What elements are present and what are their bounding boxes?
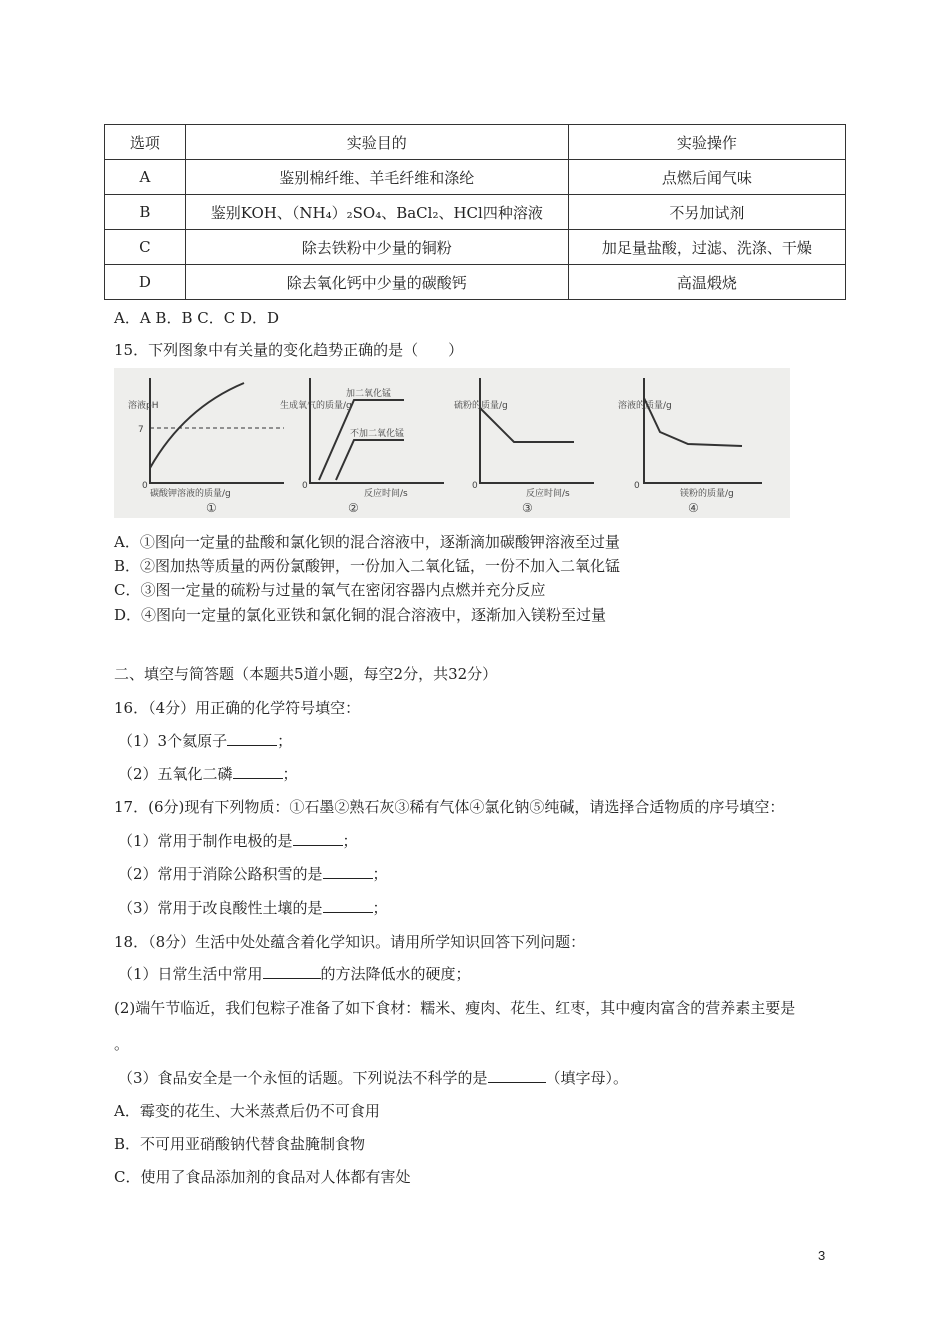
graph3-origin: 0: [472, 481, 478, 491]
graph4-origin: 0: [634, 481, 640, 491]
table-cell: 除去氧化钙中少量的碳酸钙: [185, 265, 568, 300]
graph2-label-mno2: 加二氧化锰: [346, 389, 392, 399]
q17-stem: 17．(6分)现有下列物质：①石墨②熟石灰③稀有气体④氯化钠⑤纯碱，请选择合适物质的序号填空：: [114, 798, 785, 816]
table-cell: 鉴别棉纤维、羊毛纤维和涤纶: [185, 160, 568, 195]
q18-option-c: C．使用了食品添加剂的食品对人体都有害处: [114, 1168, 411, 1186]
table-cell: A: [105, 160, 186, 195]
answer-blank[interactable]: [263, 978, 321, 979]
table-cell: C: [105, 230, 186, 265]
q15-option-d: D．④图向一定量的氯化亚铁和氯化铜的混合溶液中，逐渐加入镁粉至过量: [114, 606, 607, 624]
q18-item-1: （1）日常生活中常用 的方法降低水的硬度；: [118, 965, 471, 983]
q18-item-2-end: 。: [114, 1035, 130, 1053]
q17-item-1: （1）常用于制作电极的是 ；: [118, 832, 358, 850]
graph2-origin: 0: [302, 481, 308, 491]
graph3-ylabel: 硫粉的质量/g: [454, 401, 508, 411]
answer-blank[interactable]: [233, 778, 283, 779]
q18-item-2: (2)端午节临近，我们包粽子准备了如下食材：糯米、瘦肉、花生、红枣，其中瘦肉富含的营养素主要是: [114, 999, 796, 1017]
table-cell: B: [105, 195, 186, 230]
page-number: 3: [818, 1248, 826, 1263]
q17-item-2: （2）常用于消除公路积雪的是 ；: [118, 865, 388, 883]
graph2-line-none: [336, 440, 404, 480]
answer-blank[interactable]: [293, 845, 343, 846]
q18-item-3: （3）食品安全是一个永恒的话题。下列说法不科学的是 （填字母）。: [118, 1069, 629, 1087]
table-cell: 鉴别KOH、（NH₄）₂SO₄、BaCl₂、HCl四种溶液: [185, 195, 568, 230]
graph4-axes: [644, 378, 762, 483]
table-row: [105, 195, 846, 230]
q16-stem: 16．（4分）用正确的化学符号填空：: [114, 699, 361, 717]
table-cell: 除去铁粉中少量的铜粉: [185, 230, 568, 265]
graph3-axes: [480, 378, 594, 483]
table-cell: 不另加试剂: [568, 195, 845, 230]
graph3-number: ③: [522, 501, 533, 515]
graph2-label-none: 不加二氧化锰: [350, 429, 405, 439]
q15-option-b: B．②图加热等质量的两份氯酸钾，一份加入二氧化锰，一份不加入二氧化锰: [114, 557, 621, 575]
table-header-row: [105, 125, 846, 160]
q14-options: A．A B．B C．C D．D: [114, 309, 280, 327]
header-purpose: 实验目的: [185, 125, 568, 160]
answer-blank[interactable]: [323, 878, 373, 879]
q18-stem: 18．（8分）生活中处处蕴含着化学知识。请用所学知识回答下列问题：: [114, 933, 586, 951]
q15-graphs: [114, 368, 790, 518]
answer-blank[interactable]: [488, 1082, 546, 1083]
q15-option-c: C．③图一定量的硫粉与过量的氧气在密闭容器内点燃并充分反应: [114, 581, 546, 599]
graph-figure: [114, 368, 790, 518]
graph1-curve: [150, 383, 244, 468]
table-cell: 点燃后闻气味: [568, 160, 845, 195]
table-cell: D: [105, 265, 186, 300]
table-row: [105, 265, 846, 300]
table-row: [105, 230, 846, 265]
table-row: [105, 160, 846, 195]
header-operation: 实验操作: [568, 125, 845, 160]
q16-item-2: （2）五氧化二磷 ；: [118, 765, 298, 783]
graph1-number: ①: [206, 501, 217, 515]
table-cell: 加足量盐酸，过滤、洗涤、干燥: [568, 230, 845, 265]
answer-blank[interactable]: [227, 745, 277, 746]
q16-item-1: （1）3个氦原子 ；: [118, 732, 293, 750]
answer-blank[interactable]: [323, 912, 373, 913]
q18-option-a: A．霉变的花生、大米蒸煮后仍不可食用: [114, 1102, 380, 1120]
q15-option-a: A．①图向一定量的盐酸和氯化钡的混合溶液中，逐渐滴加碳酸钾溶液至过量: [114, 533, 620, 551]
experiment-table: [104, 124, 846, 300]
graph1-origin: 0: [142, 481, 148, 491]
graph4-ylabel: 溶液的质量/g: [618, 401, 672, 411]
graph2-number: ②: [348, 501, 359, 515]
header-option: 选项: [105, 125, 186, 160]
graph1-xlabel: 碳酸钾溶液的质量/g: [150, 489, 231, 499]
q17-item-3: （3）常用于改良酸性土壤的是 ；: [118, 899, 388, 917]
graph4-xlabel: 镁粉的质量/g: [680, 489, 734, 499]
graph2-ylabel: 生成氧气的质量/g: [280, 401, 352, 411]
graph3-line: [480, 408, 574, 442]
graph1-ylabel: 溶液pH: [128, 401, 159, 411]
graph1-tick: 7: [138, 425, 144, 435]
graph3-xlabel: 反应时间/s: [526, 489, 570, 499]
q15-stem: 15．下列图象中有关量的变化趋势正确的是（ ）: [114, 341, 464, 359]
graph2-xlabel: 反应时间/s: [364, 489, 408, 499]
table-cell: 高温煅烧: [568, 265, 845, 300]
q18-option-b: B．不可用亚硝酸钠代替食盐腌制食物: [114, 1135, 366, 1153]
section-heading: 二、填空与简答题（本题共5道小题，每空2分，共32分）: [114, 665, 498, 683]
graph1-axes: [150, 378, 284, 483]
graph4-number: ④: [688, 501, 699, 515]
